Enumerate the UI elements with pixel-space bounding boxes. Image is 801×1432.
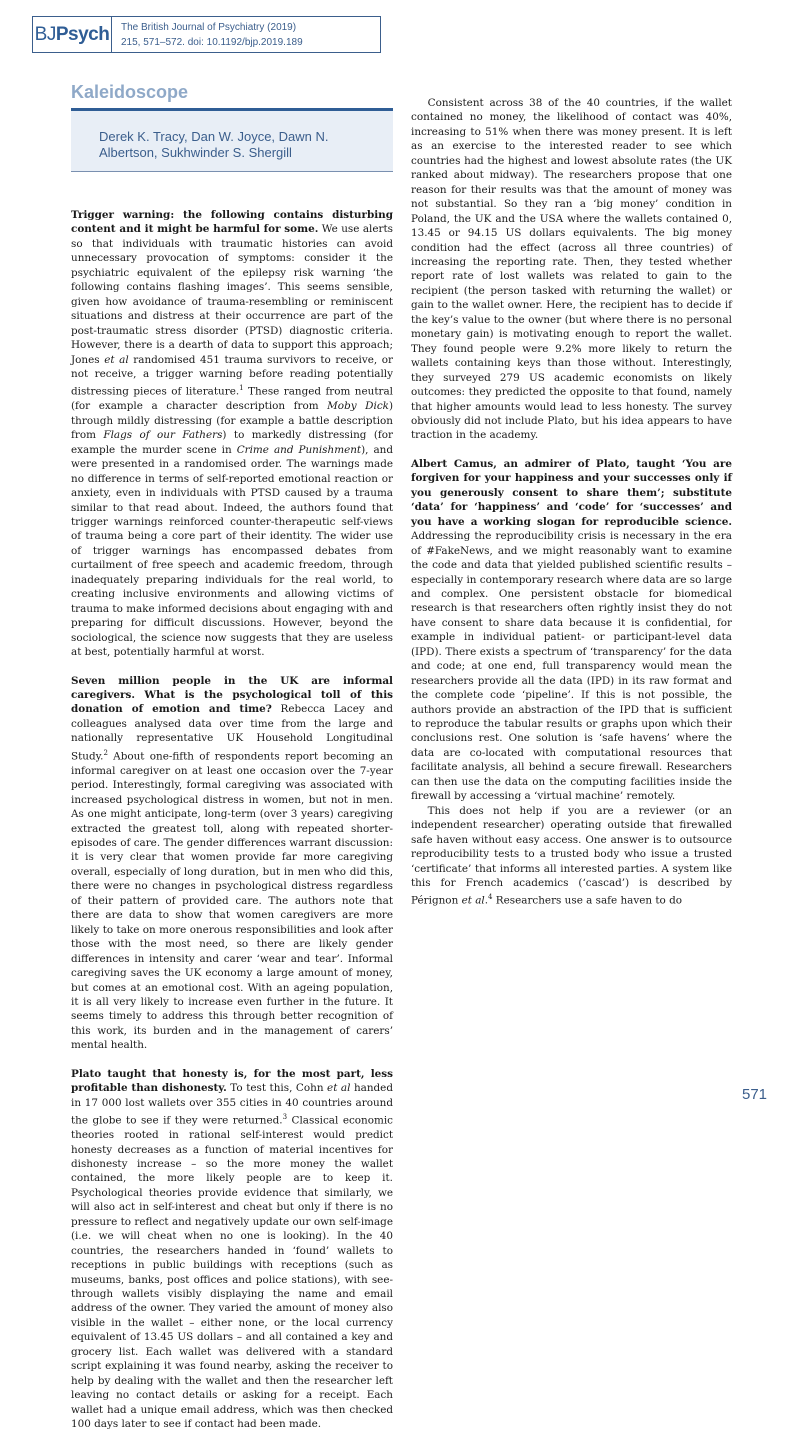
article-lead: Seven million people in the UK are informal caregivers. What is the psychological toll of this donation of emotion and time? <box>71 674 393 716</box>
authors-box <box>71 108 393 172</box>
page-number: 571 <box>742 1086 768 1103</box>
section-title: Kaleidoscope <box>71 82 189 102</box>
reference-marker[interactable]: 2 <box>103 748 108 757</box>
reference-marker[interactable]: 1 <box>239 384 244 393</box>
article-lead: Plato taught that honesty is, for the most part, less profitable than dishonesty. <box>71 1067 393 1095</box>
article-reproducibility-continued: This does not help if you are a reviewer (or an independent researcher) operating outside that firewalled safe haven without easy access. One answer is to outsource reproducibility tests to a trusted body who issue a trusted ‘certificate’ that informs all interested parties. A system like this for French academics (‘cascad’) is described by Pérignon et al.$^4$ Researchers use a safe haven to do <box>411 804 732 907</box>
journal-year: (2019) <box>267 22 297 33</box>
doi-line[interactable]: 215, 571–572. doi: 10.1192/bjp.2019.189 <box>121 37 303 48</box>
bjpsych-logo[interactable]: BJPsych <box>33 17 112 52</box>
article-trigger-warnings: Trigger warning: the following contains disturbing content and it might be harmful for some. We use alerts so that individuals with traumatic histories can avoid unnecessary provocation of symptoms: consider it the psychiatric equivalent of the epilepsy risk warning ‘the following contains flashing images’. This seems sensible, given how avoidance of trauma-resembling or reminiscent situations and distress at their occurrence are part of the post-traumatic stress disorder (PTSD) diagnostic criteria. However, there is a dearth of data to support this approach; Jones et al randomised 451 trauma survivors to receive, or not receive, a trigger warning before reading potentially distressing pieces of literature.$^1$ These ranged from neutral (for example a character description from Moby Dick) through mildly distressing (for example a battle description from Flags of our Fathers) to markedly distressing (for example the murder scene in Crime and Punishment), and were presented in a randomised order. The warnings made no difference in terms of self-reported emotional reaction or anxiety, even in individuals with PTSD caused by a trauma similar to that read about. Indeed, the authors found that trigger warnings reinforced counter-therapeutic self-views of trauma being a core part of their identity. The wider use of trigger warnings has encompassed debates from curtailment of free speech and academic freedom, through inadequately preparing individuals for the real world, to creating inclusive environments and allowing victims of trauma to make informed decisions about engaging with and preparing for difficult discussions. However, beyond the sociological, the science now suggests that they are useless at best, potentially harmful at worst. <box>71 209 393 659</box>
journal-name: The British Journal of Psychiatry <box>121 22 265 33</box>
author-list: Derek K. Tracy, Dan W. Joyce, Dawn N. Albertson, Sukhwinder S. Shergill <box>99 129 329 160</box>
article-reproducibility: Albert Camus, an admirer of Plato, taught ‘You are forgiven for your happiness and your successes only if you generously consent to share them’; substitute ‘data’ for ‘happiness’ and ‘code’ for ‘successes’ and you have a working slogan for reproducible science. Addressing the reproducibility crisis is necessary in the era of #FakeNews, and we might reasonably want to examine the code and data that yielded published scientific results – especially in contemporary research where data are so large and complex. One persistent obstacle for biomedical research is that researchers often rightly insist they do not have consent to share data because it is confidential, for example in individual patient- or participant-level data (IPD). There exists a spectrum of ‘transparency’ for the data and code; at one end, full transparency would mean the researchers provide all the data (IPD) in its raw format and the complete code ‘pipeline’. If this is not possible, the authors provide an abstraction of the IPD that is sufficient to reproduce the tabular results or graphs upon which their conclusions rest. One solution is ‘safe havens’ where the data are co-located with computational resources that facilitate analysis, all behind a secure firewall. Researchers can then use the data on the computing facilities inside the firewall by accessing a ‘virtual machine’ remotely. <box>411 457 732 803</box>
left-column <box>71 208 393 1432</box>
article-lead: Trigger warning: the following contains disturbing content and it might be harmful for some. <box>71 209 393 236</box>
article-honesty-continued: Consistent across 38 of the 40 countries, if the wallet contained no money, the likelihood of contact was 40%, increasing to 51% when there was money present. It is left as an exercise to the interested reader to see which countries had the highest and lowest absolute rates (the UK ranked about midway). The researchers propose that one reason for their results was that the amount of money was not substantial. So they ran a ‘big money’ condition in Poland, the UK and the USA where the wallets contained 0, 13.45 or 94.15 US dollars equivalents. The big money condition had the effect (across all three countries) of increasing the reporting rate. Then, they tested whether report rate of lost wallets was related to gain to the recipient (the person tasked with returning the wallet) or gain to the wallet owner. Here, the recipient has to decide if the key’s value to the owner (but where there is no personal monetary gain) is motivating enough to report the wallet. They found people were 9.2% more likely to return the wallets containing keys than those without. Interestingly, they surveyed 279 US academic economists on likely outcomes: they predicted the opposite to that found, namely that higher amounts would lead to less honesty. The survey obviously did not include Plato, but his idea appears to have traction in the academy. <box>411 97 732 442</box>
reference-marker[interactable]: 4 <box>488 893 493 902</box>
article-carers: Seven million people in the UK are informal caregivers. What is the psychological toll of this donation of emotion and time? Rebecca Lacey and colleagues analysed data over time from the large and nationally representative UK Household Longitudinal Study.$^2$ About one-fifth of respondents report becoming an informal caregiver on at least one occasion over the 7-year period. Interestingly, formal caregiving was associated with increased psychological distress in women, but not in men. As one might anticipate, long-term (over 3 years) caregiving extracted the greatest toll, along with repeated shorter-episodes of care. The gender differences warrant discussion: it is very clear that women provide far more caregiving overall, especially of long duration, but in men who did this, there were no changes in psychological distress regardless of their pattern of provided care. The authors note that there are data to show that women caregivers are more likely to take on more onerous responsibilities and look after those with the most need, so there are likely gender differences in intensity and carer ‘wear and tear’. Informal caregiving saves the UK economy a large amount of money, but comes at an emotional cost. With an ageing population, it is all very likely to increase even further in the future. It seems timely to address this through better recognition of this work, its burden and in the management of carers’ mental health. <box>71 674 393 1052</box>
journal-header <box>32 16 381 53</box>
article-honesty: Plato taught that honesty is, for the most part, less profitable than dishonesty. To test this, Cohn et al handed in 17 000 lost wallets over 355 cities in 40 countries around the globe to see if they were returned.$^3$ Classical economic theories rooted in rational self-interest would predict honesty decreases as a function of material incentives for dishonesty increase – so the more money the wallet contained, the more likely people are to keep it. Psychological theories provide evidence that similarly, we will also act in self-interest and cheat but only if there is no pressure to reflect and negatively update our own self-image (i.e. we will cheat when no one is looking). In the 40 countries, the researchers handed in ‘found’ wallets to receptions in public buildings with receptions (such as museums, banks, post offices and police stations), with see-through wallets visibly displaying the name and email address of the owner. They varied the amount of money also visible in the wallet – either none, or the local currency equivalent of 13.45 US dollars – and all contained a key and grocery list. Each wallet was delivered with a standard script explaining it was found nearby, asking the receiver to help by dealing with the wallet and then the researcher left leaving no contact details or asking for a receipt. Each wallet had a unique email address, which was then checked 100 days later to see if contact had been made. <box>71 1067 393 1431</box>
article-lead: Albert Camus, an admirer of Plato, taught ‘You are forgiven for your happiness and your successes only if you generously consent to share them’; substitute ‘data’ for ‘happiness’ and ‘code’ for ‘successes’ and you have a working slogan for reproducible science. <box>411 457 732 528</box>
reference-marker[interactable]: 3 <box>282 1113 288 1122</box>
right-column <box>411 96 732 908</box>
journal-citation <box>121 20 303 50</box>
